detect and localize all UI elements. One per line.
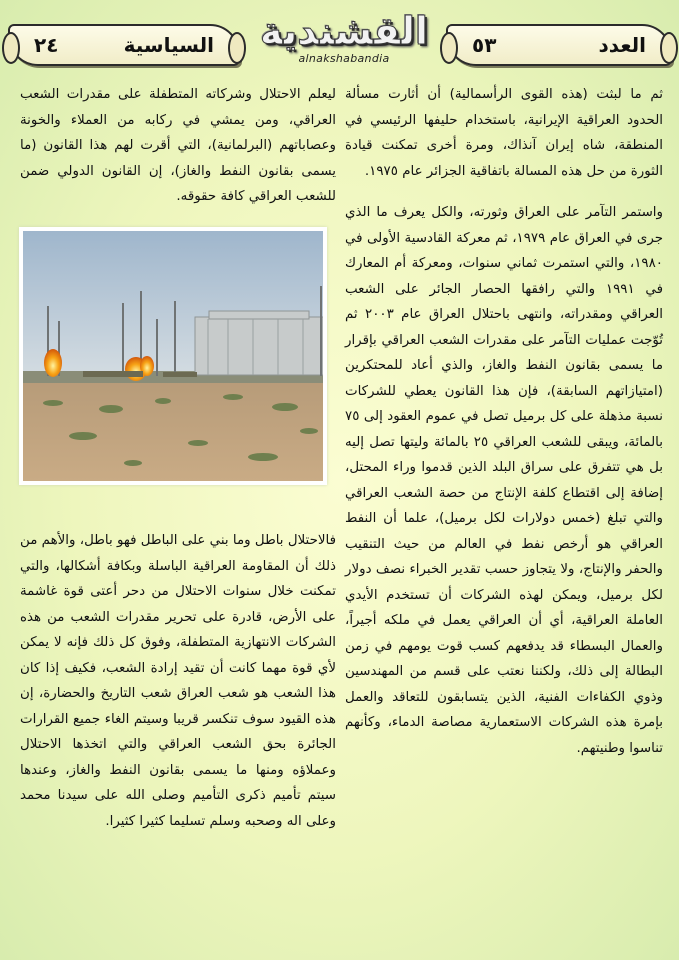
paragraph: ليعلم الاحتلال وشركاته المتطفلة على مقدرات الشعب العراقي، ومن يمشي في ركابه من العملاء والخونة وعصاباتهم (البرلمانية)، التي أقرت لهم هذا القانون (ما يسمى بقانون النفط والغاز)، إن القانون الدولي ضمن للشعب العراقي كافة حقوقه.: [20, 87, 336, 204]
right-column: [345, 82, 663, 777]
oil-field-image: [23, 231, 323, 481]
logo-title: القشندية: [259, 9, 429, 53]
paragraph: واستمر التآمر على العراق وثورته، والكل يعرف ما الذي جرى في العراق عام ١٩٧٩، ثم معركة القادسية الأولى في ١٩٨٠، والتي استمرت ثماني سنوات، ومعركة أم المعارك في ١٩٩١ والتي رافقها الحصار الجائر على الشعب العراقي ومقدراته، وانتهى باحتلال العراق عام ٢٠٠٣ ثم تُوّجت عمليات التآمر على مقدرات الشعب العراقي بإقرار ما يسمى بقانون النفط والغاز، والذي أعاد للمحتكرين (امتيازاتهم السابقة)، فإن هذا القانون يعطي للشركات نسبة مذهلة على كل برميل تصل في عموم العقود إلى ٧٥ بالمائة، ويبقى للشعب العراقي ٢٥ بالمائة وليتها تصل إليه بل هي تتفرق على سراق البلد الذين قدموا وراء المحتل، إضافة إلى اقتطاع كلفة الإنتاج من حصة الشعب العراقي والتي تبلغ (خمس دولارات لكل برميل)، علما أن النفط العراقي هو أرخص نفط في العالم من حيث التنقيب والحفر والإنتاج، ولا يتجاوز حسب تقدير الخبراء نصف دولار لكل برميل، ويمكن لهذه الشركات أن تستخدم الأيدي العاملة العراقية، أي أن العراقي يعمل في ملكه أجيراً، والعمال البسطاء قد يدفعهم كسب قوت يومهم في زمن البطالة إلى ذلك، ولكننا نعتب على قسم من المهندسين وذوي الكفاءات الفنية، الذين يتسابقون للتعاقد والعمل بإمرة هذه الشركات الاستعمارية مصاصة الدماء، وكأنهم تناسوا وطنيتهم.: [345, 205, 664, 756]
paragraph: فالاحتلال باطل وما بني على الباطل فهو باطل، والأهم من ذلك أن المقاومة العراقية الباسلة وبكافة أشكالها، والتي تمكنت خلال سنوات الاحتلال من دحر أعتى قوة غاشمة على الأرض، قادرة على تحرير مقدرات الشعب من هذه الشركات الانتهازية المتطفلة، وفوق كل ذلك فإنه لا يمكن لأي قوة مهما كانت أن تقيد إرادة الشعب، فكيف إذا كان هذا الشعب هو شعب العراق شعب التاريخ والحضارة، إن هذه القيود سوف تنكسر قريبا وسيتم الغاء جميع القرارات الجائرة بحق الشعب العراقي والتي اتخذها الاحتلال وعملاؤه ومنها ما يسمى بقانون النفط والغاز، وعندها سيتم تأميم ذكرى التأميم وصلى الله على سيدنا محمد وعلى اله وصحبه وسلم تسليما كثيرا كثيرا.: [20, 533, 336, 829]
page-header: [0, 0, 679, 80]
magazine-logo: [246, 4, 442, 76]
issue-banner: [446, 24, 672, 66]
logo-url: alnakshabandia: [298, 52, 390, 65]
issue-label: العدد: [598, 33, 646, 57]
page-section-banner: [8, 24, 240, 66]
left-column-bottom: [20, 528, 336, 850]
paragraph: ثم ما لبثت (هذه القوى الرأسمالية) أن أثارت مسألة الحدود العراقية الإيرانية، باستخدام حليفها الرئيسي في المنطقة، شاه إيران آنذاك، ومرة أخرى تمكنت قيادة الثورة من حل هذه المسالة باتفاقية الجزائر عام ١٩٧٥.: [345, 87, 663, 179]
oil-field-photo: [19, 227, 327, 485]
issue-number: ٥٣: [472, 33, 497, 57]
left-column-top: [20, 82, 336, 226]
page-number: ٢٤: [34, 33, 59, 57]
section-title: السياسية: [123, 33, 214, 57]
